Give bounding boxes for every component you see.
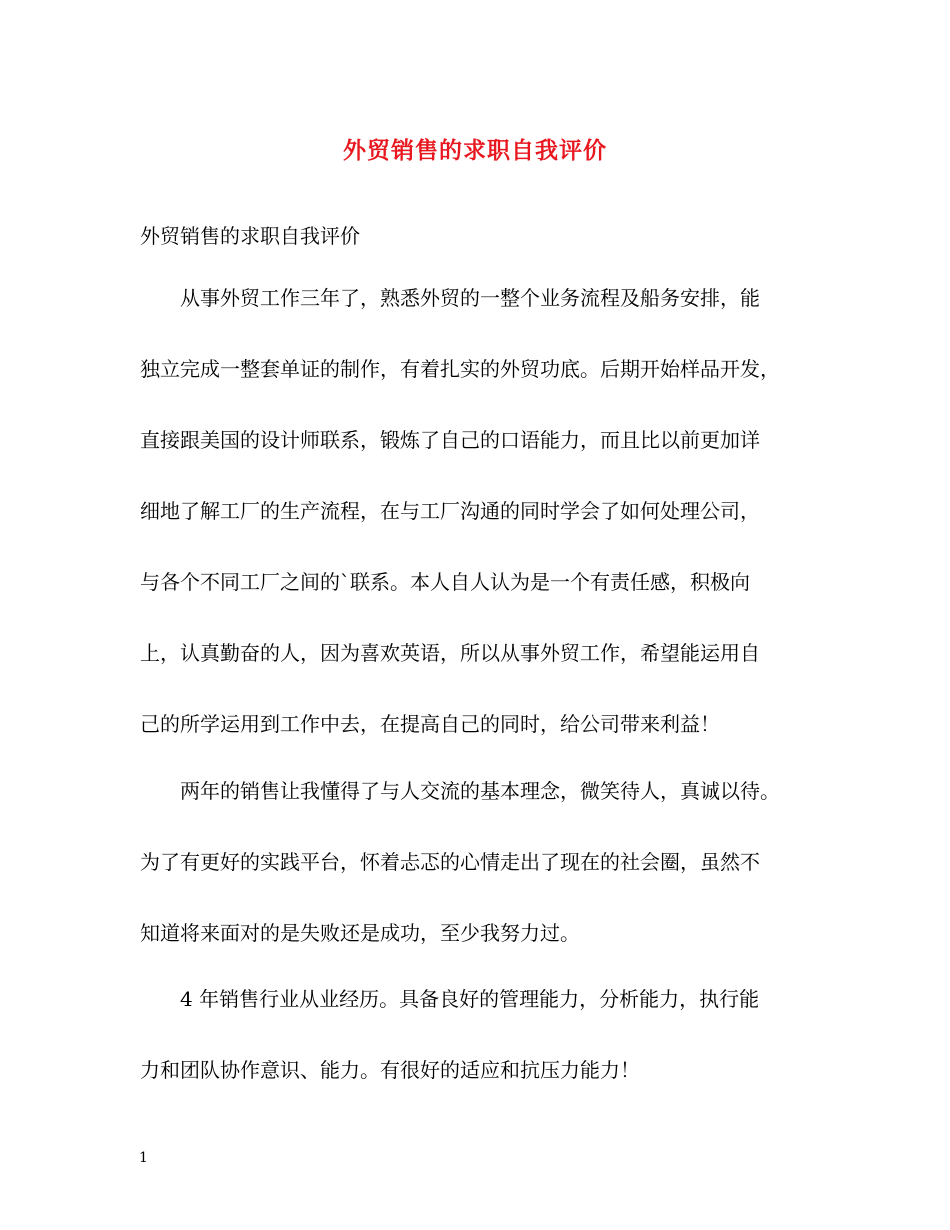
paragraph-2-line-3: 知道将来面对的是失败还是成功，至少我努力过。 bbox=[140, 921, 580, 945]
paragraph-1-line-4: 细地了解工厂的生产流程，在与工厂沟通的同时学会了如何处理公司， bbox=[140, 499, 760, 523]
page-number: 1 bbox=[139, 1150, 148, 1166]
paragraph-3-line-1: 4 年销售行业从业经历。具备良好的管理能力，分析能力，执行能 bbox=[180, 987, 760, 1011]
paragraph-3-line-2: 力和团队协作意识、能力。有很好的适应和抗压力能力！ bbox=[140, 1058, 640, 1082]
paragraph-1-line-1: 从事外贸工作三年了，熟悉外贸的一整个业务流程及船务安排，能 bbox=[180, 286, 760, 310]
paragraph-1-line-3: 直接跟美国的设计师联系，锻炼了自己的口语能力，而且比以前更加详 bbox=[140, 428, 760, 452]
paragraph-2-line-2: 为了有更好的实践平台，怀着忐忑的心情走出了现在的社会圈，虽然不 bbox=[140, 850, 760, 874]
document-title: 外贸销售的求职自我评价 bbox=[343, 137, 607, 164]
paragraph-1-line-2: 独立完成一整套单证的制作，有着扎实的外贸功底。后期开始样品开发， bbox=[140, 357, 780, 381]
paragraph-1-line-6: 上，认真勤奋的人，因为喜欢英语，所以从事外贸工作，希望能运用自 bbox=[140, 641, 760, 665]
document-subtitle: 外贸销售的求职自我评价 bbox=[140, 224, 360, 248]
paragraph-1-line-7: 己的所学运用到工作中去，在提高自己的同时，给公司带来利益！ bbox=[140, 712, 720, 736]
paragraph-2-line-1: 两年的销售让我懂得了与人交流的基本理念，微笑待人，真诚以待。 bbox=[180, 779, 780, 803]
paragraph-1-line-5: 与各个不同工厂之间的`联系。本人自人认为是一个有责任感，积极向 bbox=[140, 570, 750, 594]
